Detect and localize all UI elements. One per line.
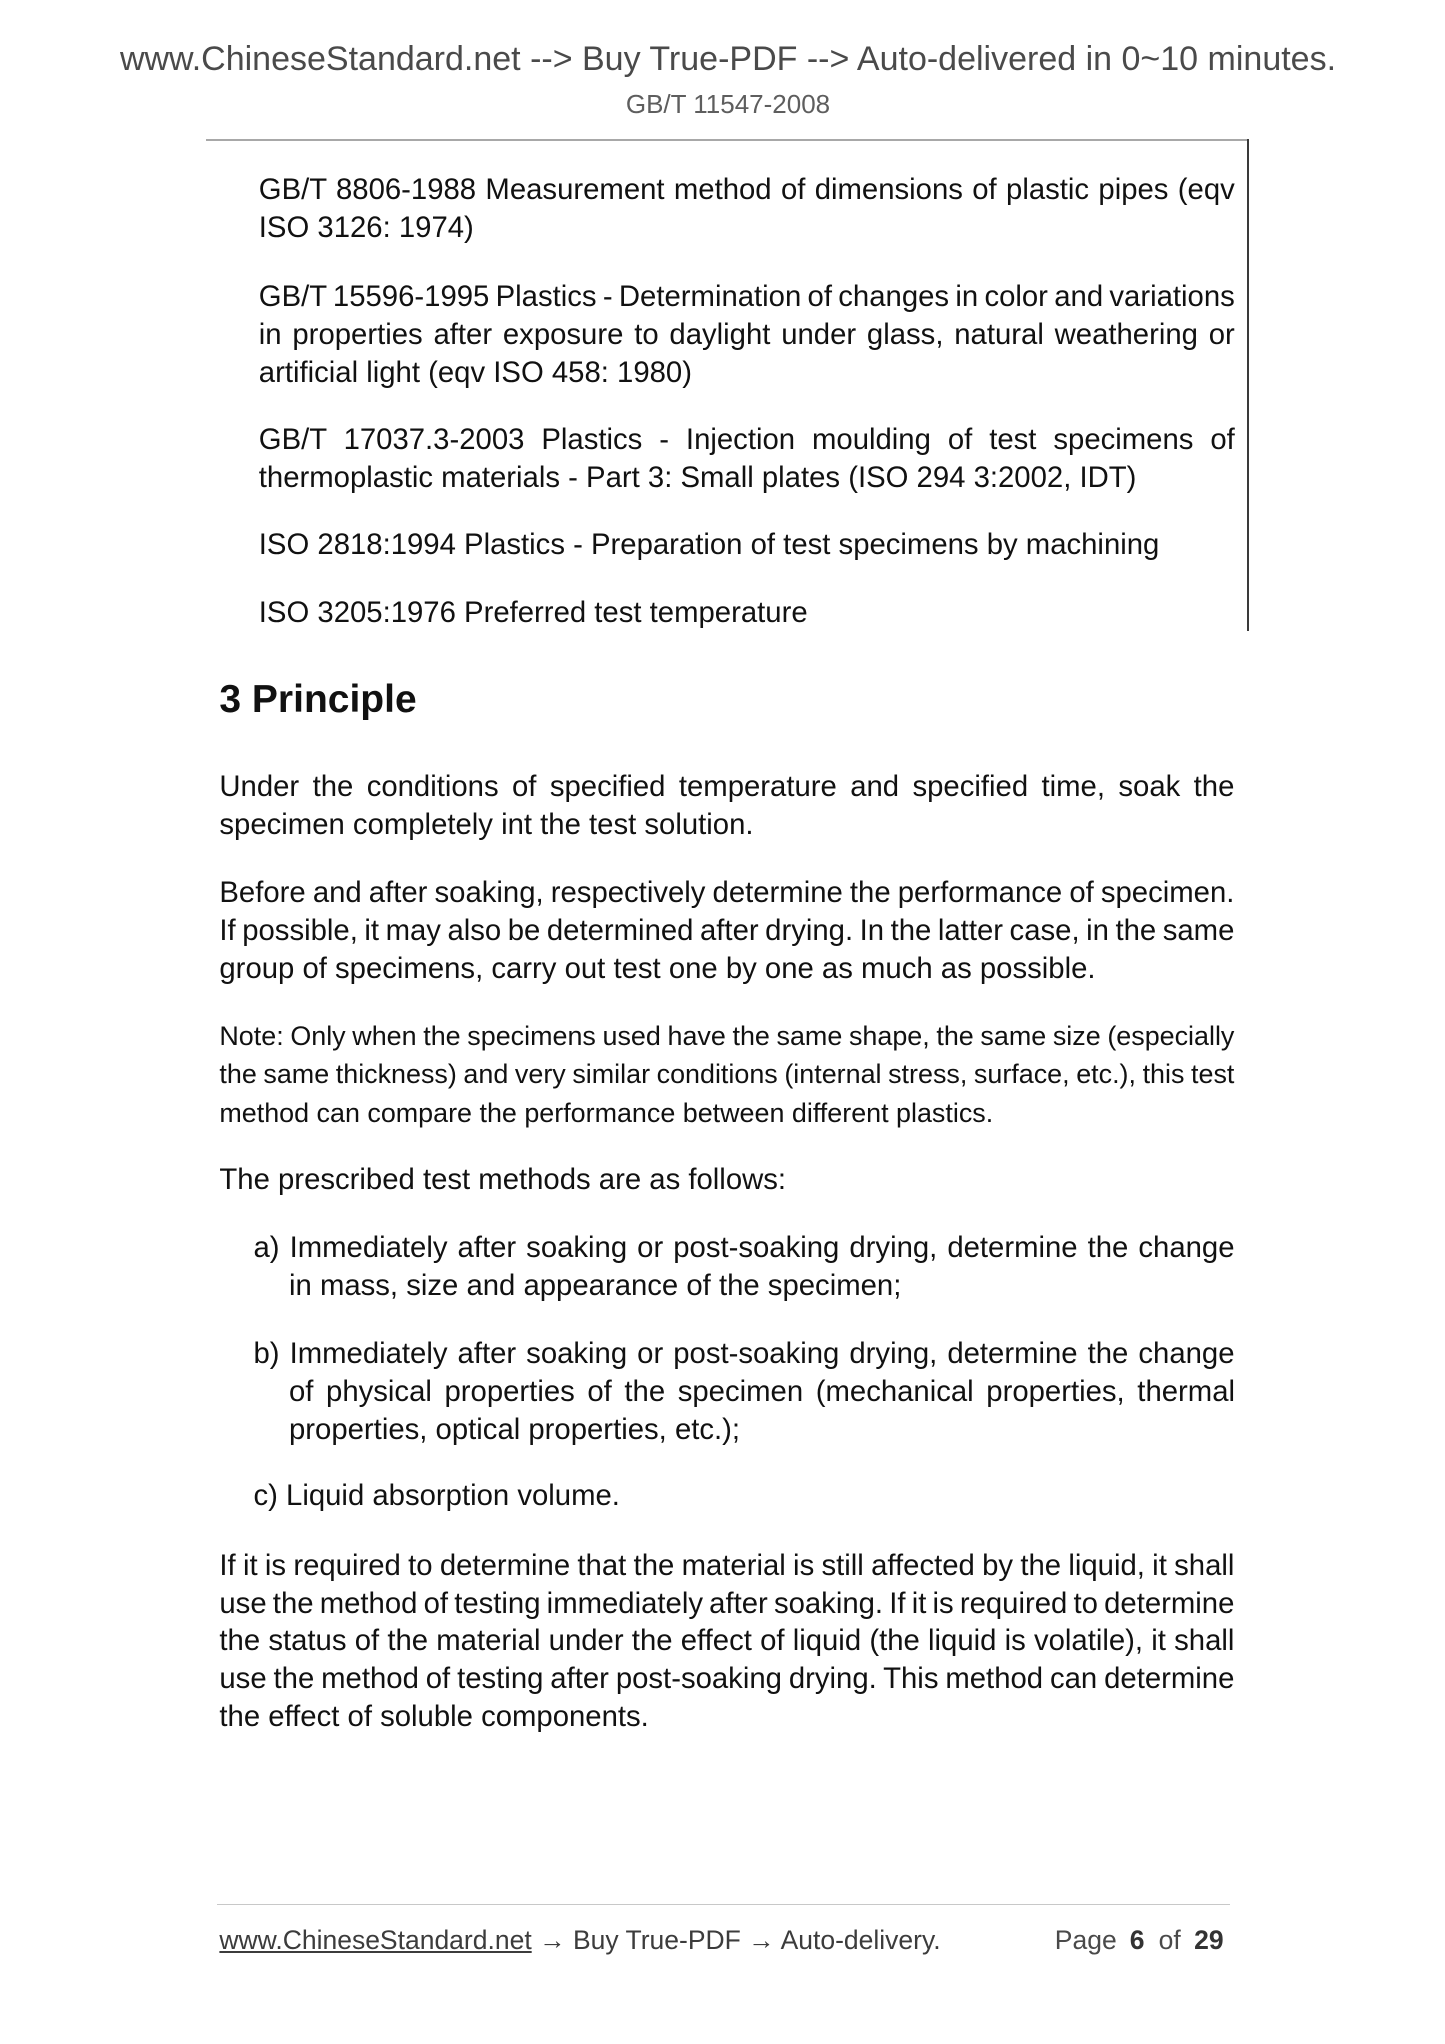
footer-divider — [217, 1904, 1230, 1905]
reference-item — [259, 171, 1235, 247]
paragraph — [219, 768, 1234, 844]
paragraph-line: Before and after soaking, respectively determine the performance of specimen. — [219, 876, 1235, 910]
reference-item — [259, 278, 1235, 392]
paragraph-line: If it is required to determine that the material is still affected by the liquid, it shall — [219, 1548, 1235, 1582]
reference-line: GB/T 17037.3-2003 Plastics - Injection moulding of test specimens of — [258, 423, 1235, 456]
list-item-line: in mass, size and appearance of the specimen; — [289, 1268, 902, 1302]
page-label: Page — [1054, 1925, 1117, 1955]
paragraph-line: Under the conditions of specified temperature and specified time, soak the — [219, 769, 1235, 803]
page-total: 29 — [1194, 1925, 1224, 1955]
footer-text — [219, 1923, 940, 1957]
list-item-line: c) Liquid absorption volume. — [253, 1479, 620, 1513]
paragraph-line: The prescribed test methods are as follows: — [219, 1162, 787, 1196]
note-line: the same thickness) and very similar conditions (internal stress, surface, etc.), this test — [219, 1059, 1235, 1090]
paragraph-line: the effect of soluble components. — [219, 1699, 649, 1733]
reference-line: ISO 3205:1976 Preferred test temperature — [258, 596, 808, 630]
paragraph-line: If possible, it may also be determined after drying. In the latter case, in the same — [219, 914, 1235, 948]
paragraph — [219, 874, 1234, 988]
list-item-line: a) Immediately after soaking or post-soaking drying, determine the change — [253, 1230, 1235, 1264]
paragraph — [219, 1547, 1234, 1736]
list-item-line: of physical properties of the specimen (mechanical properties, thermal — [289, 1375, 1235, 1409]
reference-line: ISO 2818:1994 Plastics - Preparation of test specimens by machining — [258, 528, 1160, 561]
reference-line: ISO 3126: 1974) — [258, 211, 474, 245]
reference-line: artificial light (eqv ISO 458: 1980) — [258, 356, 692, 390]
note — [219, 1017, 1234, 1131]
reference-item — [259, 594, 1235, 632]
section-heading: 3 Principle — [219, 678, 417, 722]
list-item — [254, 1335, 1235, 1449]
header-banner: www.ChineseStandard.net --> Buy True-PDF --> Auto-delivered in 0~10 minutes. — [119, 40, 1337, 78]
paragraph-line: specimen completely int the test solution. — [219, 807, 754, 841]
paragraph-line: use the method of testing after post-soaking drying. This method can determine — [219, 1662, 1235, 1696]
paragraph-line: use the method of testing immediately after soaking. If it is required to determine — [219, 1586, 1235, 1620]
reference-line: in properties after exposure to daylight under glass, natural weathering or — [258, 317, 1235, 351]
paragraph — [219, 1161, 1234, 1199]
reference-item — [259, 526, 1235, 564]
revision-bar — [1247, 139, 1249, 631]
reference-item — [259, 421, 1235, 497]
footer-tagline: → Buy True-PDF → Auto-delivery. — [539, 1925, 941, 1955]
reference-line: GB/T 8806-1988 Measurement method of dimensions of plastic pipes (eqv — [258, 173, 1235, 207]
list-item — [254, 1477, 1235, 1515]
list-item-line: b) Immediately after soaking or post-soaking drying, determine the change — [253, 1337, 1235, 1371]
note-line: method can compare the performance between different plastics. — [219, 1097, 994, 1128]
site-link[interactable]: www.ChineseStandard.net — [219, 1925, 532, 1955]
standard-code: GB/T 11547-2008 — [625, 89, 831, 119]
reference-line: thermoplastic materials - Part 3: Small plates (ISO 294 3:2002, IDT) — [258, 461, 1137, 495]
list-item-line: properties, optical properties, etc.); — [289, 1413, 741, 1447]
paragraph-line: group of specimens, carry out test one by one as much as possible. — [219, 952, 1096, 986]
page-current: 6 — [1129, 1925, 1145, 1955]
page-of-label: of — [1158, 1925, 1181, 1955]
header-divider — [206, 139, 1249, 141]
reference-line: GB/T 15596-1995 Plastics - Determination of changes in color and variations — [258, 279, 1235, 313]
list-item — [254, 1229, 1235, 1305]
note-line: Note: Only when the specimens used have the same shape, the same size (especially — [219, 1021, 1235, 1052]
paragraph-line: the status of the material under the effect of liquid (the liquid is volatile), it shall — [219, 1624, 1235, 1658]
